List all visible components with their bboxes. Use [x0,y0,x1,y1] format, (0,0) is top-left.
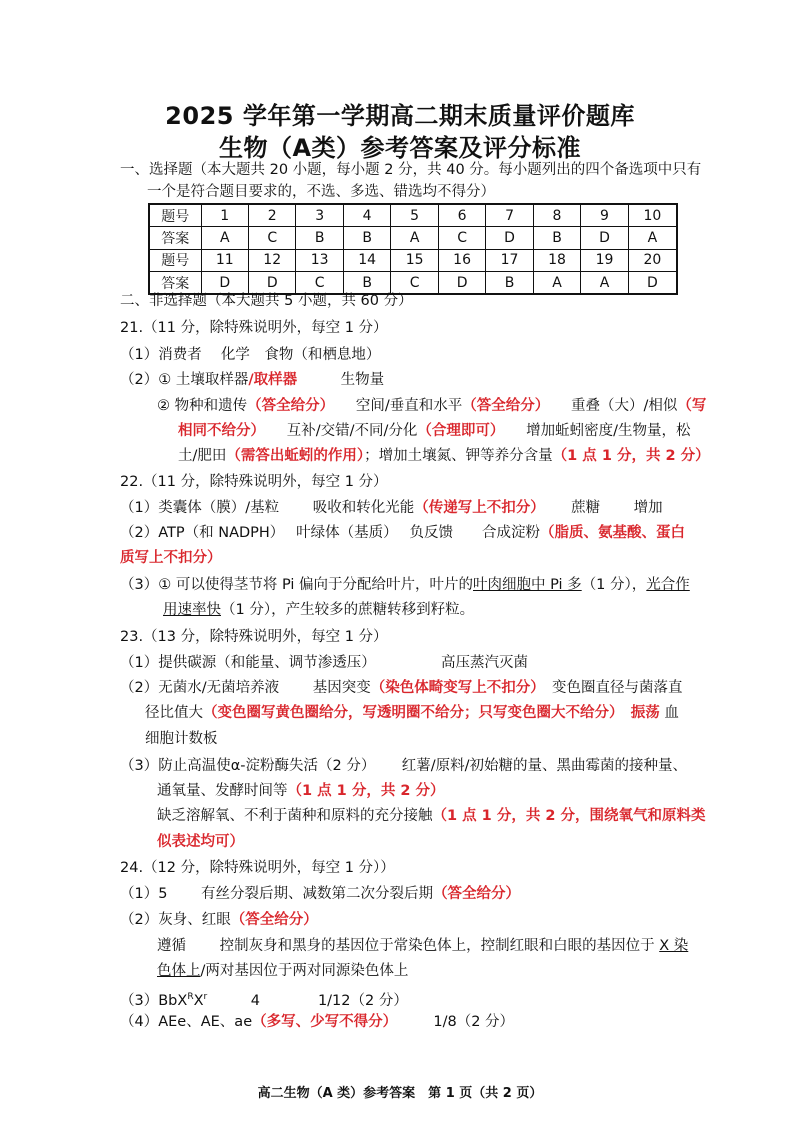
q23-line6: 通氧量、发酵时间等（1 点 1 分，共 2 分） [157,783,445,799]
number-cell: 2 [248,204,295,227]
q24-line5: $(3)BbX^RX^r$ 4 1/12（2 分） [120,992,408,1009]
number-cell: 20 [628,249,677,272]
q22-line5: 用速率快（1 分），产生较多的蔗糖转移到籽粒。 [163,602,475,618]
q23-line2: （2）无菌水/无菌培养液 基因突变（染色体畸变写上不扣分） 变色圈直径与菌落直 [120,680,683,696]
page-title: 2025 学年第一学期高二期末质量评价题库 [165,102,635,130]
number-cell: 4 [343,204,390,227]
answer-cell: A [533,272,580,295]
answer-cell: A [581,272,628,295]
number-cell: 8 [533,204,580,227]
q22-heading: 22.（11 分，除特殊说明外，每空 1 分） [120,474,388,490]
number-cell: 7 [486,204,533,227]
number-cell: 14 [343,249,390,272]
answer-cell: D [581,227,628,250]
answer-cell: A [628,227,677,250]
table-row-answers-1 [149,227,677,250]
number-cell: 15 [391,249,438,272]
q24-line2: （2）灰身、红眼（答全给分） [120,912,318,928]
answer-cell: B [533,227,580,250]
answer-cell: C [296,272,343,295]
answer-table [148,203,678,295]
number-cell: 11 [201,249,248,272]
q21-line1: （1）消费者 化学 食物（和栖息地） [120,347,381,363]
q21-line3: ② 物种和遗传（答全给分） 空间/垂直和水平（答全给分） 重叠（大）/相似（写 [157,398,707,414]
number-cell: 13 [296,249,343,272]
q22-line3: 质写上不扣分） [120,550,222,566]
answer-cell: C [438,227,485,250]
answer-cell: A [201,227,248,250]
q23-heading: 23.（13 分，除特殊说明外，每空 1 分） [120,629,388,645]
header-cell: 答案 [149,227,201,250]
q23-line5: （3）防止高温使α-淀粉酶失活（2 分） 红薯/原料/初始糖的量、黑曲霉菌的接种量、 [120,758,687,774]
answer-cell: A [391,227,438,250]
answer-cell: B [486,272,533,295]
section1-instructions-line1: 一、选择题（本大题共 20 小题，每小题 2 分，共 40 分。每小题列出的四个备选项中只有 [120,162,702,178]
q21-line2: （2）① 土壤取样器/取样器 生物量 [120,372,385,388]
q22-line4: （3）① 可以使得茎节将 Pi 偏向于分配给叶片，叶片的叶肉细胞中 Pi 多（1 分），光合作 [120,577,690,593]
q22-line1: （1）类囊体（膜）/基粒 吸收和转化光能（传递写上不扣分） 蔗糖 增加 [120,500,663,516]
answer-cell: B [296,227,343,250]
answer-cell: B [343,272,390,295]
q23-line1: （1）提供碳源（和能量、调节渗透压） 高压蒸汽灭菌 [120,655,528,671]
q24-line1: （1）5 有丝分裂后期、减数第二次分裂后期（答全给分） [120,886,521,902]
number-cell: 19 [581,249,628,272]
section1-instructions-line2: 一个是符合题目要求的，不选、多选、错选均不得分） [147,184,495,200]
number-cell: 16 [438,249,485,272]
number-cell: 3 [296,204,343,227]
answer-cell: D [201,272,248,295]
number-cell: 12 [248,249,295,272]
q23-line4: 细胞计数板 [145,731,218,747]
header-cell: 题号 [149,249,201,272]
number-cell: 18 [533,249,580,272]
section2-heading: 二、非选择题（本大题共 5 小题，共 60 分） [120,293,413,309]
page-subtitle: 生物（A类）参考答案及评分标准 [218,134,582,162]
table-row-numbers-1 [149,204,677,227]
answer-cell: D [438,272,485,295]
q24-line3: 遵循 控制灰身和黑身的基因位于常染色体上，控制红眼和白眼的基因位于 X 染 [157,938,689,954]
answer-cell: D [628,272,677,295]
answer-cell: C [391,272,438,295]
answer-cell: D [486,227,533,250]
answer-cell: B [343,227,390,250]
answer-cell: D [248,272,295,295]
number-cell: 5 [391,204,438,227]
header-cell: 答案 [149,272,201,295]
q23-line7: 缺乏溶解氧、不利于菌种和原料的充分接触（1 点 1 分，共 2 分，围绕氧气和原料类 [157,808,706,824]
number-cell: 9 [581,204,628,227]
q21-heading: 21.（11 分，除特殊说明外，每空 1 分） [120,320,388,336]
answer-cell: C [248,227,295,250]
table-row-numbers-2 [149,249,677,272]
q24-line6: （4）AEe、AE、ae（多写、少写不得分） 1/8（2 分） [120,1014,515,1030]
page-footer: 高二生物（A 类）参考答案 第 1 页（共 2 页） [257,1086,543,1101]
q23-line8: 似表述均可） [157,834,244,850]
q24-line4: 色体上/两对基因位于两对同源染色体上 [157,963,409,979]
q21-line4: 相同不给分） 互补/交错/不同/分化（合理即可） 增加蚯蚓密度/生物量，松 [178,423,691,439]
number-cell: 10 [628,204,677,227]
q22-line2: （2）ATP（和 NADPH） 叶绿体（基质） 负反馈 合成淀粉（脂质、氨基酸、蛋白 [120,525,686,541]
number-cell: 1 [201,204,248,227]
q23-line3: 径比值大（变色圈写黄色圈给分，写透明圈不给分；只写变色圈大不给分） 振荡 血 [145,705,679,721]
q21-line5: 土/肥田（需答出蚯蚓的作用）；增加土壤氮、钾等养分含量（1 点 1 分，共 2 分） [178,448,710,464]
header-cell: 题号 [149,204,201,227]
q24-heading: 24.（12 分，除特殊说明外，每空 1 分）） [120,860,395,876]
number-cell: 17 [486,249,533,272]
number-cell: 6 [438,204,485,227]
